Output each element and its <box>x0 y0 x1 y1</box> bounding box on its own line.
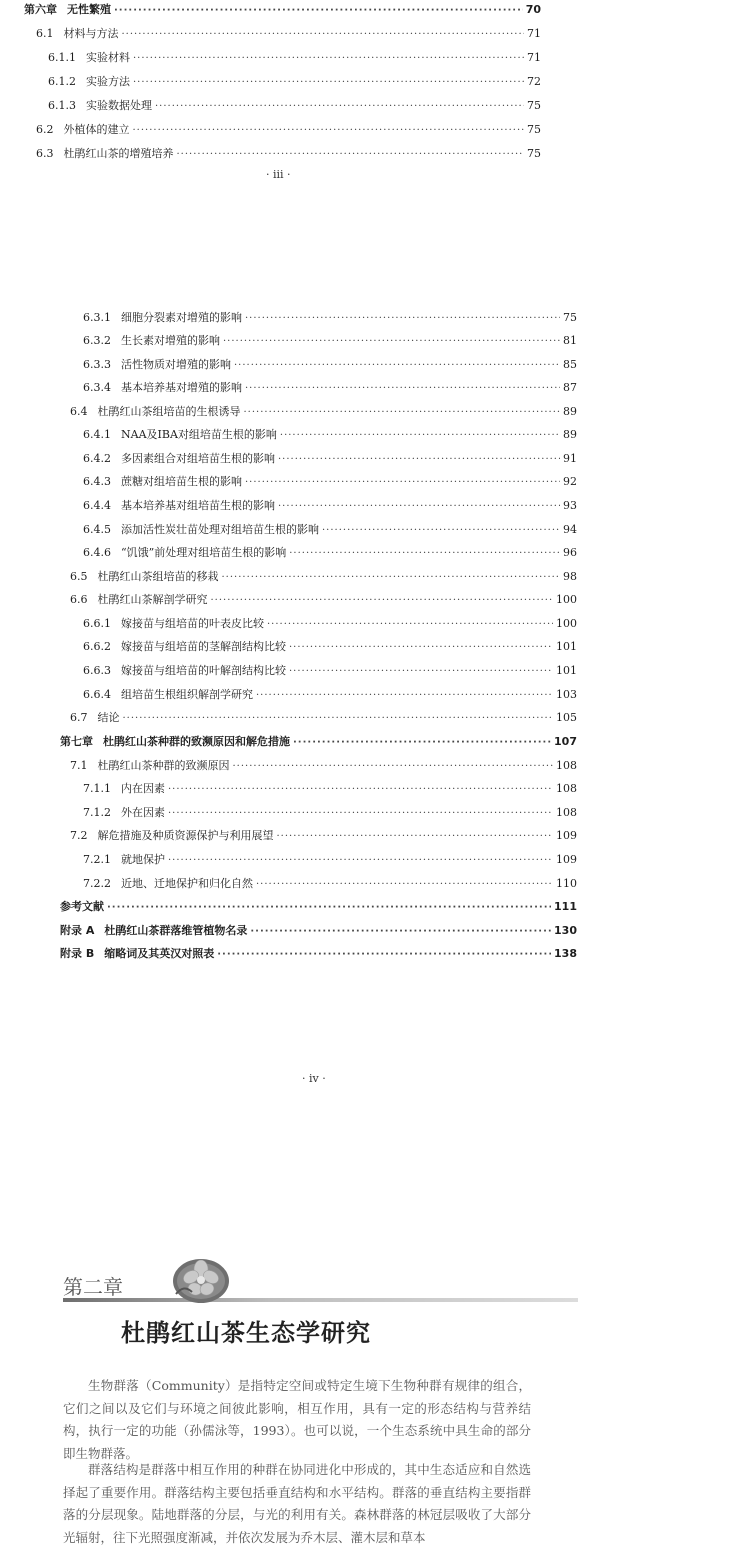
toc-entry-number: 6.4.6 <box>83 546 111 559</box>
toc-entry-number: 6.6.2 <box>83 640 111 653</box>
chapter-number: 第二章 <box>63 1275 123 1299</box>
toc-entry-title: 缩略词及其英汉对照表 <box>104 947 215 960</box>
toc-entry-title: 杜鹃红山茶种群的致濒原因和解危措施 <box>103 735 290 748</box>
toc-entry-page: 96 <box>563 546 577 559</box>
toc-entry-page: 72 <box>527 75 541 88</box>
toc-entry-page: 108 <box>556 782 577 795</box>
toc-entry <box>83 428 577 443</box>
toc-entry-page: 109 <box>556 829 577 842</box>
toc-entry-title: 嫁接苗与组培苗的叶表皮比较 <box>121 617 264 630</box>
toc-entry <box>48 51 541 66</box>
toc-entry-page: 111 <box>554 900 577 913</box>
toc-entry <box>83 334 577 349</box>
toc-entry <box>83 782 577 797</box>
toc-entry-number: 6.3.1 <box>83 311 111 324</box>
toc-leader <box>222 571 561 585</box>
toc-entry-page: 110 <box>556 877 577 890</box>
toc-entry-number: 6.2 <box>36 123 54 136</box>
toc-leader <box>133 124 525 138</box>
toc-leader <box>114 4 523 18</box>
toc-entry-page: 130 <box>554 924 577 937</box>
toc-entry <box>83 475 577 490</box>
toc-entry-page: 105 <box>556 711 577 724</box>
toc-entry-page: 89 <box>563 405 577 418</box>
toc-entry <box>48 75 541 90</box>
toc-leader <box>250 925 551 939</box>
toc-entry <box>60 924 577 939</box>
toc-entry-number: 6.4.5 <box>83 523 111 536</box>
toc-entry-page: 89 <box>563 428 577 441</box>
toc-entry-page: 101 <box>556 664 577 677</box>
toc-entry <box>83 640 577 655</box>
toc-entry <box>83 877 577 892</box>
toc-entry <box>83 311 577 326</box>
toc-entry-title: 杜鹃红山茶组培苗的生根诱导 <box>97 405 241 418</box>
camellia-flower-icon <box>170 1254 232 1304</box>
toc-entry-number: 6.1 <box>36 27 54 40</box>
toc-entry-title: 就地保护 <box>121 853 165 866</box>
toc-entry-page: 87 <box>563 381 577 394</box>
toc-entry-number: 7.2.1 <box>83 853 111 866</box>
toc-entry-number: 6.7 <box>70 711 88 724</box>
toc-entry-page: 71 <box>527 27 541 40</box>
toc-leader <box>123 712 554 726</box>
toc-leader <box>278 453 560 467</box>
toc-entry-number: 附录 A <box>60 924 95 937</box>
toc-entry <box>83 523 577 538</box>
toc-entry-number: 6.3 <box>36 147 54 160</box>
toc-entry-number: 6.3.4 <box>83 381 111 394</box>
toc-leader <box>245 382 560 396</box>
toc-entry-page: 138 <box>554 947 577 960</box>
toc-entry-title: 杜鹃红山茶种群的致濒原因 <box>97 759 230 772</box>
toc-entry-title: 活性物质对增殖的影响 <box>121 358 231 371</box>
toc-entry-title: 解危措施及种质资源保护与利用展望 <box>97 829 274 842</box>
toc-entry-number: 7.2.2 <box>83 877 111 890</box>
toc-entry-number: 6.4.4 <box>83 499 111 512</box>
toc-entry-number: 7.2 <box>70 829 88 842</box>
toc-entry-page: 71 <box>527 51 541 64</box>
toc-entry-title: “饥饿”前处理对组培苗生根的影响 <box>121 546 287 559</box>
toc-leader <box>234 359 560 373</box>
toc-entry-page: 92 <box>563 475 577 488</box>
toc-entry-page: 98 <box>563 570 577 583</box>
toc-entry-page: 103 <box>556 688 577 701</box>
toc-entry-title: 杜鹃红山茶组培苗的移栽 <box>97 570 219 583</box>
toc-entry <box>83 664 577 679</box>
toc-entry-number: 7.1.1 <box>83 782 111 795</box>
toc-leader <box>122 28 525 42</box>
toc-entry-number: 6.4.3 <box>83 475 111 488</box>
toc-entry-page: 93 <box>563 499 577 512</box>
toc-entry <box>83 688 577 703</box>
toc-entry-page: 91 <box>563 452 577 465</box>
toc-leader <box>223 335 560 349</box>
toc-entry-number: 第七章 <box>60 735 93 748</box>
toc-entry-title: 内在因素 <box>121 782 165 795</box>
toc-entry-number: 6.6.4 <box>83 688 111 701</box>
toc-entry-title: 蔗糖对组培苗生根的影响 <box>121 475 242 488</box>
toc-entry-page: 70 <box>525 3 541 16</box>
toc-entry-page: 108 <box>556 806 577 819</box>
toc-entry-number: 6.6.1 <box>83 617 111 630</box>
toc-entry <box>60 735 577 750</box>
toc-leader <box>244 406 561 420</box>
toc-leader <box>278 500 560 514</box>
toc-entry-title: 基本培养基对增殖的影响 <box>121 381 242 394</box>
toc-leader <box>133 76 524 90</box>
toc-entry-title: 材料与方法 <box>63 27 119 40</box>
toc-leader <box>168 783 553 797</box>
toc-entry <box>83 853 577 868</box>
toc-leader <box>155 100 524 114</box>
toc-entry <box>83 617 577 632</box>
toc-entry <box>70 593 577 608</box>
toc-entry-page: 107 <box>554 735 577 748</box>
toc-entry-page: 85 <box>563 358 577 371</box>
toc-entry-title: 实验数据处理 <box>86 99 152 112</box>
toc-entry <box>83 499 577 514</box>
toc-entry-page: 75 <box>527 99 541 112</box>
toc-entry <box>83 806 577 821</box>
toc-entry-title: 外在因素 <box>121 806 165 819</box>
page-number: · iii · <box>266 168 291 181</box>
toc-leader <box>168 807 553 821</box>
toc-entry <box>36 147 541 162</box>
toc-leader <box>233 760 554 774</box>
toc-entry <box>70 711 577 726</box>
toc-entry <box>70 829 577 844</box>
toc-entry <box>83 452 577 467</box>
toc-entry-page: 94 <box>563 523 577 536</box>
toc-leader <box>177 148 525 162</box>
toc-entry-page: 75 <box>527 123 541 136</box>
toc-entry-page: 109 <box>556 853 577 866</box>
toc-entry-number: 6.1.1 <box>48 51 76 64</box>
toc-entry-title: 杜鹃红山茶群落维管植物名录 <box>104 924 248 937</box>
toc-entry-title: 杜鹃红山茶的增殖培养 <box>63 147 174 160</box>
toc-entry-page: 75 <box>563 311 577 324</box>
toc-entry <box>48 99 541 114</box>
toc-entry-number: 6.1.3 <box>48 99 76 112</box>
toc-entry-number: 6.3.3 <box>83 358 111 371</box>
toc-entry-number: 6.6.3 <box>83 664 111 677</box>
toc-leader <box>256 878 553 892</box>
toc-leader <box>293 736 551 750</box>
toc-entry <box>83 381 577 396</box>
toc-entry-title: NAA及IBA对组培苗生根的影响 <box>121 428 277 441</box>
toc-entry-number: 6.3.2 <box>83 334 111 347</box>
toc-leader <box>245 476 560 490</box>
toc-leader <box>245 312 560 326</box>
toc-entry-number: 附录 B <box>60 947 95 960</box>
toc-entry-number: 6.6 <box>70 593 88 606</box>
toc-entry-title: 添加活性炭壮苗处理对组培苗生根的影响 <box>121 523 319 536</box>
toc-entry <box>83 358 577 373</box>
toc-entry-page: 101 <box>556 640 577 653</box>
chapter-header-rule <box>63 1298 578 1302</box>
toc-leader <box>267 618 553 632</box>
toc-entry <box>24 3 541 18</box>
toc-entry-title: 多因素组合对组培苗生根的影响 <box>121 452 275 465</box>
toc-entry-number: 6.5 <box>70 570 88 583</box>
toc-leader <box>211 594 554 608</box>
toc-entry-title: 近地、迁地保护和归化自然 <box>121 877 253 890</box>
toc-entry-title: 细胞分裂素对增殖的影响 <box>121 311 242 324</box>
toc-entry-title: 无性繁殖 <box>67 3 111 16</box>
toc-entry-title: 杜鹃红山茶解剖学研究 <box>97 593 208 606</box>
toc-leader <box>133 52 524 66</box>
toc-entry-title: 实验材料 <box>86 51 130 64</box>
toc-entry-title: 嫁接苗与组培苗的叶解剖结构比较 <box>121 664 286 677</box>
toc-entry <box>70 405 577 420</box>
toc-entry-number: 6.4 <box>70 405 88 418</box>
page-number: · iv · <box>302 1072 326 1085</box>
toc-entry <box>36 27 541 42</box>
toc-leader <box>280 429 560 443</box>
toc-entry-page: 81 <box>563 334 577 347</box>
toc-entry-number: 6.4.2 <box>83 452 111 465</box>
toc-leader <box>289 665 553 679</box>
toc-entry <box>70 759 577 774</box>
toc-leader <box>289 547 560 561</box>
toc-leader <box>289 641 553 655</box>
toc-entry-title: 外植体的建立 <box>63 123 130 136</box>
toc-entry-title: 结论 <box>97 711 120 724</box>
toc-entry <box>36 123 541 138</box>
body-paragraph: 生物群落（Community）是指特定空间或特定生境下生物种群有规律的组合，它们之间以及它们与环境之间彼此影响，相互作用，具有一定的形态结构与营养结构，执行一定的功能（孙儒泳等，1993）。也可以说，一个生态系统中具生命的部分即生物群落。 <box>63 1378 531 1461</box>
toc-entry <box>60 947 577 962</box>
toc-entry-title: 生长素对增殖的影响 <box>121 334 220 347</box>
toc-entry <box>60 900 577 915</box>
body-paragraph: 群落结构是群落中相互作用的种群在协同进化中形成的，其中生态适应和自然选择起了重要作用。群落结构主要包括垂直结构和水平结构。群落的垂直结构主要指群落的分层现象。陆地群落的分层，与光的利用有关。森林群落的林冠层吸收了大部分光辐射，往下光照强度渐减，并依次发展为乔木层、灌木层和草本 <box>63 1462 531 1545</box>
toc-entry-number: 第六章 <box>24 3 57 16</box>
toc-entry-page: 75 <box>527 147 541 160</box>
toc-entry-page: 100 <box>556 617 577 630</box>
toc-leader <box>256 689 553 703</box>
toc-entry-number: 7.1 <box>70 759 88 772</box>
toc-leader <box>107 901 551 915</box>
toc-leader <box>217 948 551 962</box>
chapter-title: 杜鹃红山茶生态学研究 <box>121 1319 371 1347</box>
toc-entry-number: 6.1.2 <box>48 75 76 88</box>
toc-entry-title: 实验方法 <box>86 75 130 88</box>
toc-entry <box>70 570 577 585</box>
toc-leader <box>322 524 560 538</box>
toc-entry-title: 嫁接苗与组培苗的茎解剖结构比较 <box>121 640 286 653</box>
toc-entry-title: 组培苗生根组织解剖学研究 <box>121 688 253 701</box>
toc-entry-page: 108 <box>556 759 577 772</box>
toc-leader <box>168 854 553 868</box>
toc-entry-number: 7.1.2 <box>83 806 111 819</box>
toc-entry-number: 6.4.1 <box>83 428 111 441</box>
toc-leader <box>277 830 554 844</box>
toc-entry-title: 参考文献 <box>60 900 104 913</box>
toc-entry <box>83 546 577 561</box>
toc-entry-page: 100 <box>556 593 577 606</box>
toc-entry-title: 基本培养基对组培苗生根的影响 <box>121 499 275 512</box>
